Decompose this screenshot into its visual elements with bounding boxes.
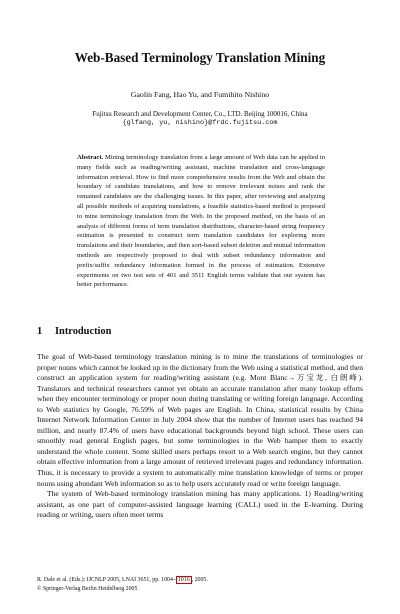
author-emails: {glfang, yu, nishino}@frdc.fujitsu.com xyxy=(122,119,278,127)
citation-prefix: R. Dale et al. (Eds.): IJCNLP 2005, LNAI 3651, pp. 1004– xyxy=(37,577,176,583)
section-number: 1 xyxy=(37,326,43,337)
section-title: Introduction xyxy=(55,326,112,337)
copyright-line: © Springer-Verlag Berlin Heidelberg 2005 xyxy=(37,585,138,592)
body-paragraph: The goal of Web-based terminology translation mining is to mine the translations of terminologies or proper nouns which cannot be looked up in the dictionary from the Web using a statistical method, and then construct an application system for reading/writing assistant (e.g. Mont Blanc→万宝龙, 白朗峰). Translators and technical researchers cannot yet obtain an accurate translation after many lookup efforts when they encounter terminology or proper noun during translating or writing foreign language. According to Web statistics by Google, 76.59% of Web pages are English. In China, statistical results by China Internet Network Information Center in July 2004 show that the number of Internet users has reached 94 million, and nearly 87.4% of users have educational backgrounds beyond high school. These users can smoothly read general English pages, but some terminologies in the Web hamper them to exactly understand the whole content. Some skilled users perhaps resort to a Web search engine, but they cannot obtain effective information from a large amount of retrieved irrelevant pages and redundancy information. Thus, it is necessary to provide a system to automatically mine translation knowledge of terms or proper nouns using abundant Web information so as to help users accurately read or write foreign language. xyxy=(37,352,363,488)
abstract-label: Abstract. xyxy=(77,154,104,161)
abstract-text: Mining terminology translation from a large amount of Web data can be applied in many fields such as reading/writing assistant, machine translation and cross-language information retrieval. How to find more comprehensive results from the Web and obtain the boundary of candidate translations, and how to remove irrelevant noises and rank the remained candidates are the challenging issues. In this paper, after reviewing and analyzing all possible methods of acquiring translations, a feasible statistics-based method is proposed to mine terminology translation from the Web. In the proposed method, on the basis of an analysis of different forms of term translation distributions, character-based string frequency estimation is presented to construct term translation candidates for exploring more translations and their boundaries, and then sort-based subset deletion and mutual information methods are respectively proposed to deal with subset redundancy information and prefix/suffix redundancy information formed in the process of estimation. Extensive experiments on two test sets of 401 and 3511 English terms validate that our system has better performance. xyxy=(77,154,325,289)
affiliation-block xyxy=(0,110,400,128)
paper-title: Web-Based Terminology Translation Mining xyxy=(74,50,326,65)
citation-line xyxy=(37,576,208,585)
body-paragraph: The system of Web-based terminology translation mining has many applications. 1) Reading/writing assistant, as one part of computer-assisted language learning (CALL) used in the E-learning. During reading or writing, users often meet terms xyxy=(37,489,363,520)
author-list: Gaolin Fang, Hao Yu, and Fumihito Nishino xyxy=(130,90,270,99)
section-heading xyxy=(37,326,111,337)
citation-suffix: , 2005. xyxy=(191,577,208,583)
end-page-link[interactable]: 1016 xyxy=(177,577,190,583)
abstract xyxy=(77,153,325,290)
body-text xyxy=(37,352,363,521)
citation-footer xyxy=(37,576,208,593)
affiliation-line: Fujitsu Research and Development Center, Co., LTD. Beijing 100016, China xyxy=(92,110,308,118)
